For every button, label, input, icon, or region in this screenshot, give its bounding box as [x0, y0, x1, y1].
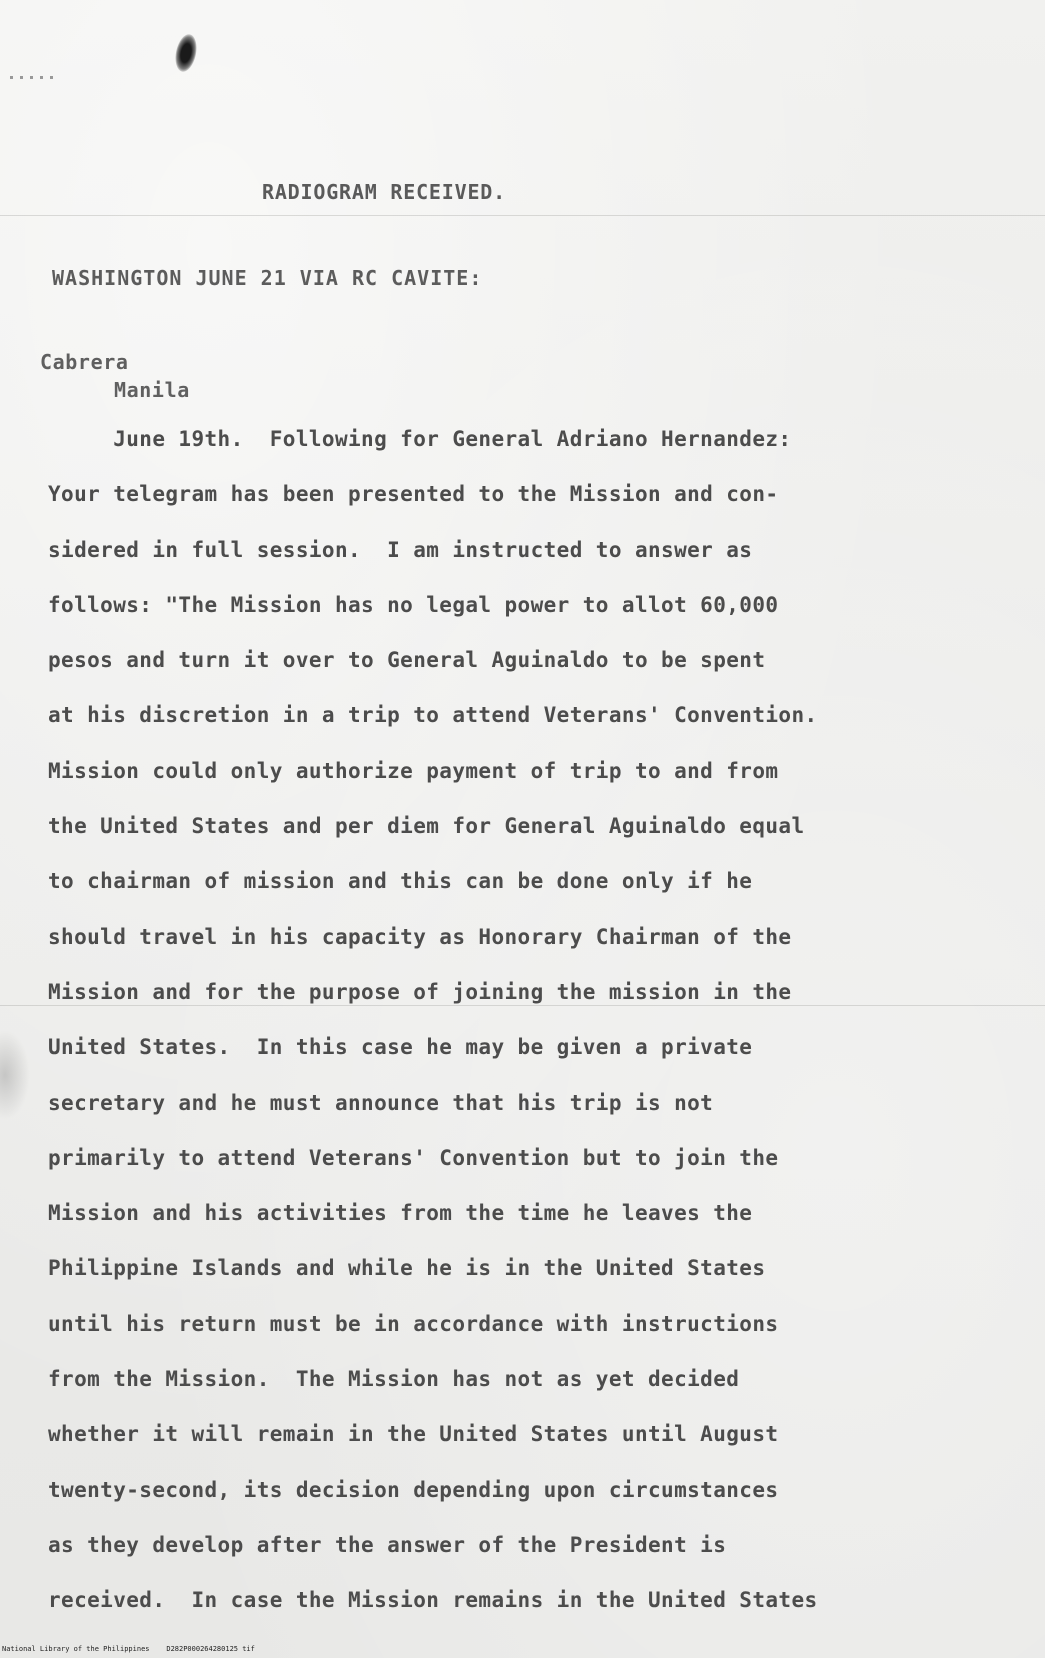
addressee-name: Cabrera	[40, 350, 129, 374]
body-line: sidered in full session. I am instructed to answer as	[48, 537, 753, 562]
addressee-location: Manila	[114, 378, 190, 402]
body-line: follows: "The Mission has no legal power to allot 60,000	[48, 592, 779, 617]
body-line: the United States and per diem for General Aguinaldo equal	[48, 814, 805, 839]
body-line: twenty-second, its decision depending upon circumstances	[48, 1477, 779, 1502]
body-line: Mission and for the purpose of joining the mission in the	[48, 979, 792, 1004]
margin-dots	[10, 76, 56, 79]
paper-crease	[0, 215, 1045, 216]
ink-blot	[172, 32, 199, 73]
message-body	[48, 424, 1008, 1641]
archive-footer: National Library of the Philippines D282P000264280125 tif	[2, 1645, 255, 1653]
dateline: WASHINGTON JUNE 21 VIA RC CAVITE:	[52, 266, 483, 290]
body-line: at his discretion in a trip to attend Veterans' Convention.	[48, 703, 818, 728]
body-line: whether it will remain in the United States until August	[48, 1422, 779, 1447]
body-line: secretary and he must announce that his trip is not	[48, 1090, 714, 1115]
body-line: to chairman of mission and this can be done only if he	[48, 869, 753, 894]
body-line: June 19th. Following for General Adriano Hernandez:	[48, 427, 792, 451]
body-line: from the Mission. The Mission has not as yet decided	[48, 1367, 740, 1392]
body-line: until his return must be in accordance with instructions	[48, 1311, 779, 1336]
body-line: Your telegram has been presented to the Mission and con-	[48, 482, 779, 507]
body-line: primarily to attend Veterans' Convention but to join the	[48, 1145, 779, 1170]
body-line: received. In case the Mission remains in the United States	[48, 1588, 818, 1613]
edge-shadow	[0, 1030, 30, 1120]
body-line: Philippine Islands and while he is in the United States	[48, 1256, 766, 1281]
body-line: as they develop after the answer of the President is	[48, 1532, 727, 1557]
body-line: pesos and turn it over to General Aguinaldo to be spent	[48, 648, 766, 673]
body-line: Mission and his activities from the time he leaves the	[48, 1201, 753, 1226]
body-line: should travel in his capacity as Honorary Chairman of the	[48, 924, 792, 949]
body-line: Mission could only authorize payment of trip to and from	[48, 758, 779, 783]
radiogram-heading: RADIOGRAM RECEIVED.	[262, 180, 506, 204]
body-line: United States. In this case he may be given a private	[48, 1035, 753, 1060]
